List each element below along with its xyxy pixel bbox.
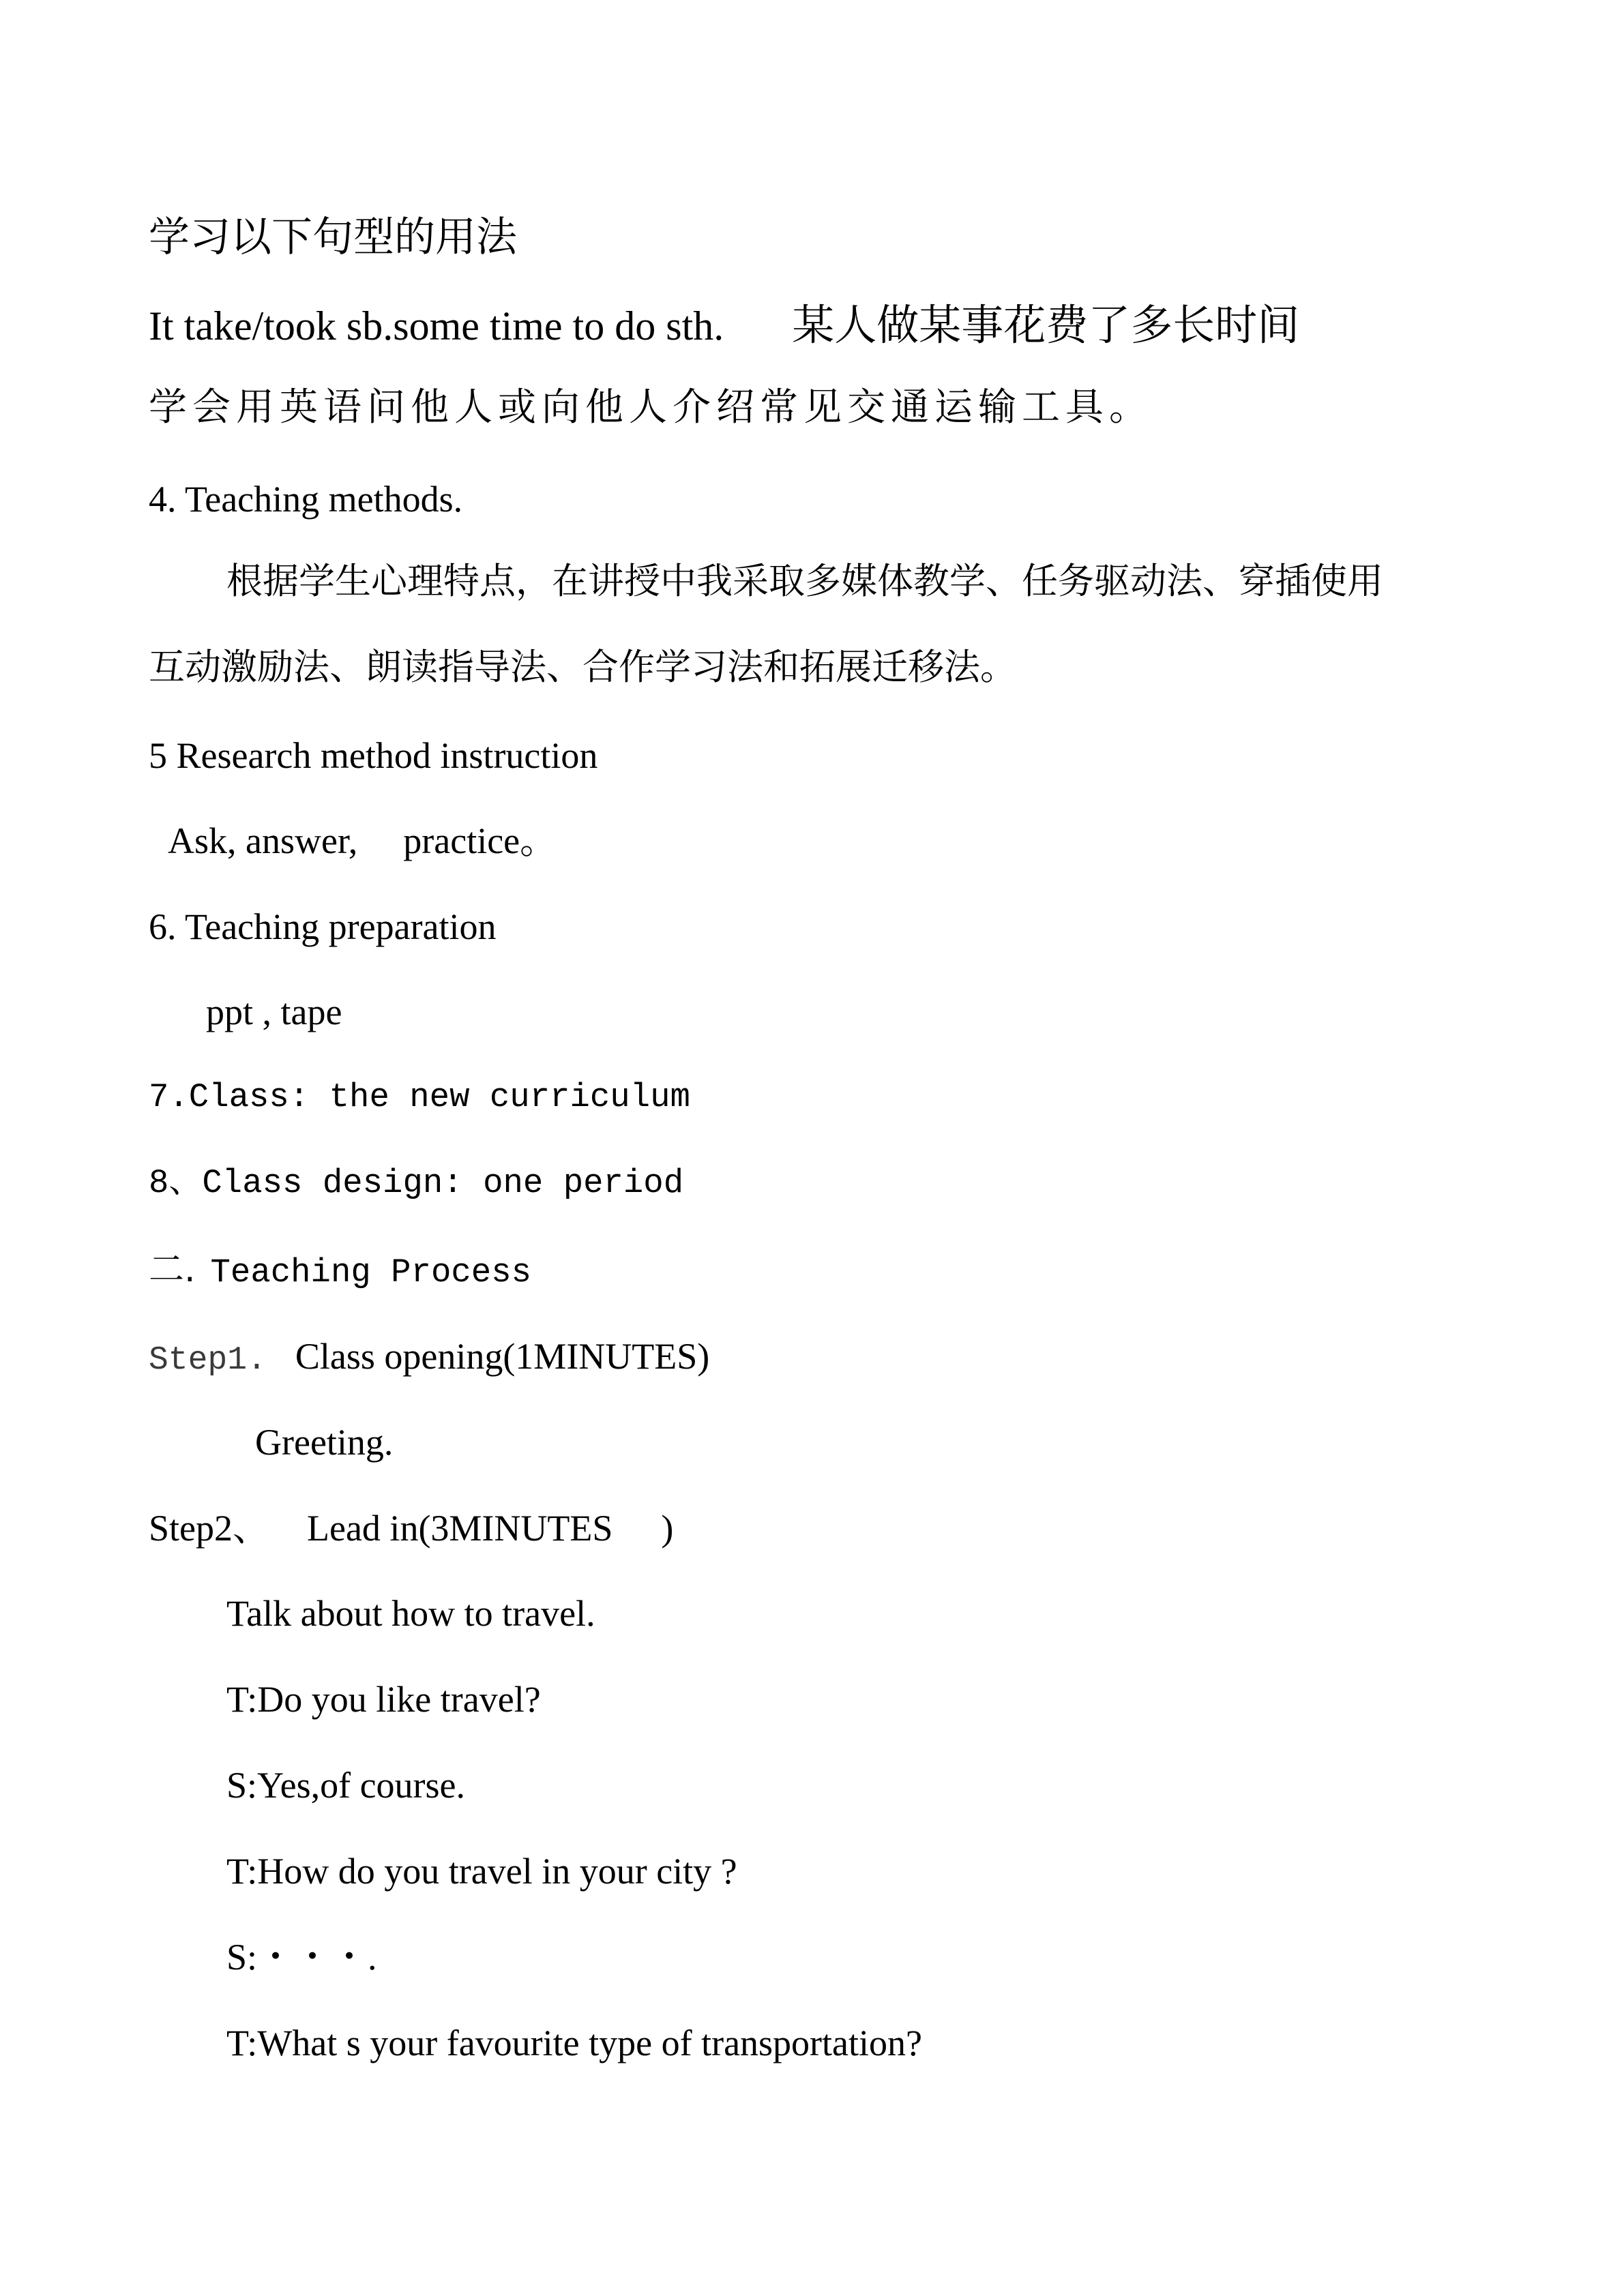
research-method-items — [168, 822, 557, 859]
sentence-pattern-chinese: 某人做某事花费了多长时间 — [792, 300, 1300, 350]
dialogue-line-text: T:Do you like travel? — [226, 1679, 541, 1720]
dialogue-line — [226, 1939, 377, 1976]
dialogue-line-text: S:Yes,of course. — [226, 1765, 466, 1806]
preparation-heading — [149, 908, 497, 945]
sentence-pattern-line — [149, 300, 1300, 350]
sentence-pattern-english: It take/took sb.some time to do sth. — [149, 303, 724, 348]
dialogue-line — [226, 1853, 737, 1890]
teaching-methods-paragraph-line1 — [226, 561, 1383, 602]
preparation-heading-text: 6. Teaching preparation — [149, 906, 497, 947]
research-method-heading — [149, 737, 597, 774]
section-number-two: 二. — [149, 1249, 196, 1290]
step2-title: Lead in(3MINUTES — [307, 1508, 613, 1549]
step2-title-close: ) — [661, 1508, 674, 1549]
dialogue-line-text: T:How do you travel in your city ? — [226, 1851, 737, 1892]
teaching-methods-heading-text: 4. Teaching methods. — [149, 479, 463, 520]
dialogue-line-text: T:What s your favourite type of transportation? — [226, 2023, 922, 2063]
step2-intro — [226, 1595, 595, 1632]
research-method-heading-text: 5 Research method instruction — [149, 735, 598, 776]
teaching-process-heading — [149, 1249, 532, 1292]
dialogue-line — [226, 1681, 541, 1718]
dialogue-line-text: S:・・・. — [226, 1937, 377, 1978]
teaching-methods-heading — [149, 481, 462, 518]
step2-heading — [149, 1510, 673, 1547]
preparation-items — [206, 994, 342, 1030]
step1-title: Class opening(1MINUTES) — [295, 1336, 710, 1377]
objective-heading-text: 学习以下句型的用法 — [149, 213, 517, 261]
objective-heading — [149, 213, 517, 261]
preparation-items-text: ppt , tape — [206, 992, 342, 1032]
step1-heading — [149, 1338, 709, 1377]
transport-objective — [149, 385, 1153, 430]
class-design-text: 8、Class design: one period — [149, 1164, 684, 1202]
research-method-ask-answer: Ask, answer, — [168, 820, 358, 861]
step2-label: Step2、 — [149, 1508, 270, 1549]
class-type-text: 7.Class: the new curriculum — [149, 1078, 690, 1116]
teaching-methods-paragraph-text2: 互动激励法、朗读指导法、合作学习法和拓展迁移法。 — [149, 646, 1016, 688]
dialogue-line — [226, 1767, 465, 1804]
research-method-practice: practice。 — [403, 820, 557, 861]
class-type-line — [149, 1078, 690, 1116]
step1-label: Step1. — [149, 1342, 267, 1379]
teaching-methods-paragraph-line2 — [149, 646, 1016, 688]
greeting-text: Greeting. — [255, 1422, 394, 1463]
class-design-line — [149, 1164, 684, 1202]
transport-objective-text: 学会用英语问他人或向他人介绍常见交通运输工具。 — [149, 385, 1153, 430]
dialogue-line — [226, 2025, 922, 2061]
step1-content — [255, 1424, 393, 1461]
step2-intro-text: Talk about how to travel. — [226, 1593, 595, 1634]
teaching-methods-paragraph-text1: 根据学生心理特点，在讲授中我采取多媒体教学、任务驱动法、穿插使用 — [226, 561, 1383, 602]
teaching-process-heading-text: Teaching Process — [210, 1253, 532, 1292]
